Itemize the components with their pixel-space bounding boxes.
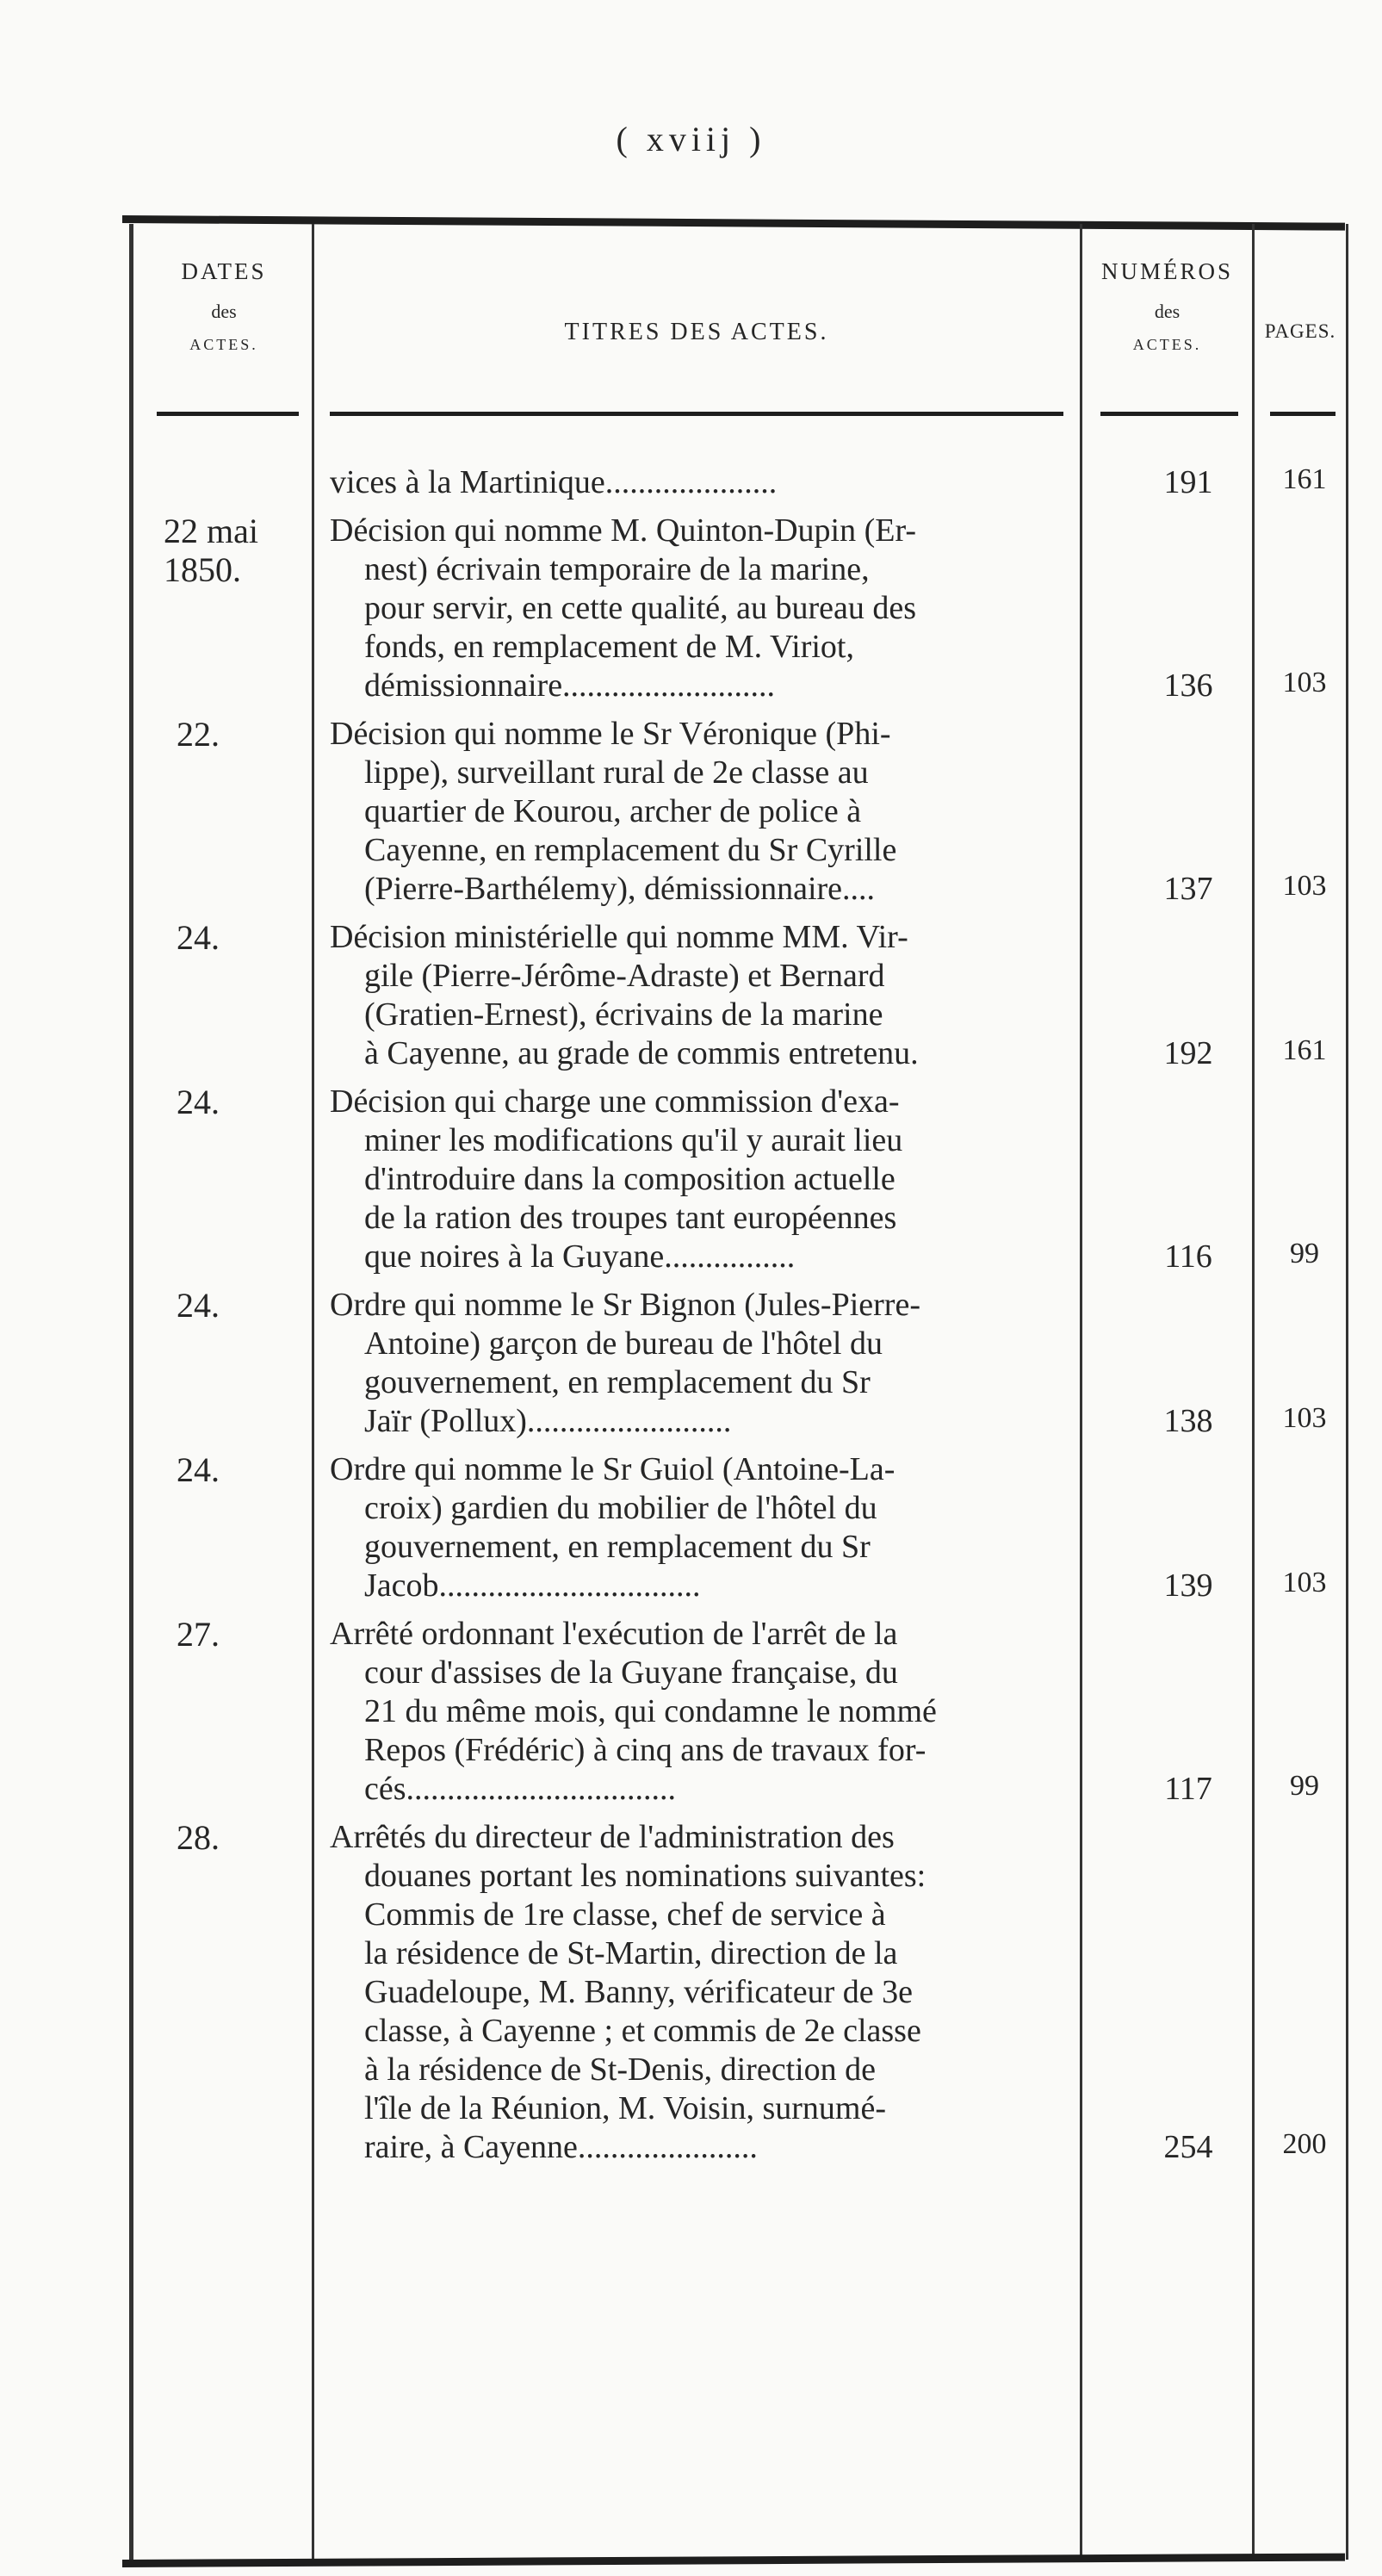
entry-title-line: démissionnaire.......................... — [364, 667, 776, 704]
entry-title-line: cour d'assises de la Guyane française, du — [364, 1654, 898, 1691]
entry-title-line: Arrêté ordonnant l'exécution de l'arrêt de la — [330, 1616, 898, 1652]
entry-title-line: Guadeloupe, M. Banny, vérificateur de 3e — [364, 1974, 913, 2010]
entry-page: 161 — [1282, 1034, 1327, 1066]
entry-title-line: Arrêtés du directeur de l'administration des — [330, 1819, 895, 1855]
entry-title-line: raire, à Cayenne...................... — [364, 2129, 758, 2165]
entry-date: 22. — [177, 715, 220, 754]
column-divider-dates — [312, 224, 314, 2560]
header-titles: TITRES DES ACTES. — [564, 319, 829, 345]
header-numeros-line3: ACTES. — [1132, 336, 1202, 354]
entry-title-line: à la résidence de St-Denis, direction de — [364, 2051, 877, 2088]
entry-date: 24. — [177, 1450, 220, 1489]
entry-title — [330, 1286, 1079, 1441]
header-dates-line1: DATES — [181, 258, 267, 284]
entry-numero: 137 — [1163, 871, 1213, 907]
entry-title-line: croix) gardien du mobilier de l'hôtel du — [364, 1490, 877, 1526]
column-divider-numeros — [1252, 224, 1255, 2560]
entry-title-line: Décision qui nomme le Sr Véronique (Phi- — [330, 716, 891, 752]
entry-title-line: Ordre qui nomme le Sr Bignon (Jules-Pierre- — [330, 1287, 920, 1323]
entry-title-line: Repos (Frédéric) à cinq ans de travaux for- — [364, 1732, 926, 1768]
entry-page: 103 — [1282, 1402, 1327, 1434]
header-rule-numeros — [1100, 412, 1238, 416]
entry-date: 27. — [177, 1615, 220, 1654]
entry-numero: 191 — [1163, 464, 1213, 500]
entry-title-line: pour servir, en cette qualité, au bureau des — [364, 590, 917, 626]
entry-title-line: gile (Pierre-Jérôme-Adraste) et Bernard — [364, 958, 885, 994]
entry-title-line: Ordre qui nomme le Sr Guiol (Antoine-La- — [330, 1451, 896, 1487]
header-pages: PAGES. — [1264, 320, 1336, 342]
entry-title-line: Jacob................................ — [364, 1567, 701, 1604]
entry-title-line: gouvernement, en remplacement du Sr — [364, 1364, 871, 1400]
entry-title-line: miner les modifications qu'il y aurait lieu — [364, 1122, 903, 1158]
entry-title-line: de la ration des troupes tant européennes — [364, 1200, 897, 1236]
entry-page: 200 — [1282, 2128, 1327, 2160]
entry-title-line: que noires à la Guyane................ — [364, 1238, 796, 1275]
table-bottom-rule — [122, 2554, 1345, 2567]
entry-page: 161 — [1282, 463, 1327, 495]
entry-title-line: cés................................. — [364, 1771, 677, 1807]
header-rule-dates — [157, 412, 299, 416]
entry-numero: 136 — [1163, 667, 1213, 704]
entry-date: 22 mai 1850. — [164, 512, 258, 589]
frame-left-line — [129, 224, 133, 2560]
frame-right-line — [1346, 224, 1348, 2560]
page-header: ( xviij ) — [616, 120, 766, 158]
entry-title-line: d'introduire dans la composition actuelle — [364, 1161, 896, 1197]
entry-title-line: Commis de 1re classe, chef de service à — [364, 1896, 886, 1933]
entry-title-line: (Gratien-Ernest), écrivains de la marine — [364, 996, 883, 1033]
header-dates — [138, 250, 310, 359]
entry-title — [330, 1818, 1079, 2167]
entry-numero: 116 — [1164, 1238, 1212, 1275]
entry-title — [330, 715, 1079, 909]
entry-title-line: Antoine) garçon de bureau de l'hôtel du — [364, 1325, 883, 1362]
entry-title-line: nest) écrivain temporaire de la marine, — [364, 551, 870, 587]
entry-date: 28. — [177, 1818, 220, 1857]
entry-title-line: vices à la Martinique..................... — [330, 464, 778, 500]
entry-title-line: classe, à Cayenne ; et commis de 2e classe — [364, 2013, 921, 2049]
entry-page: 103 — [1282, 870, 1327, 902]
header-rule-titles — [330, 412, 1063, 416]
entry-numero: 117 — [1164, 1771, 1212, 1807]
entry-title-line: l'île de la Réunion, M. Voisin, surnumé- — [364, 2090, 887, 2126]
entry-page: 103 — [1282, 667, 1327, 698]
entry-title-line: quartier de Kourou, archer de police à — [364, 793, 862, 829]
entry-title-line: douanes portant les nominations suivantes: — [364, 1858, 926, 1894]
entry-title-line: Jaïr (Pollux)......................... — [364, 1403, 732, 1439]
entry-title-line: la résidence de St-Martin, direction de la — [364, 1935, 898, 1971]
entry-title-line: gouvernement, en remplacement du Sr — [364, 1529, 871, 1565]
entry-title-line: Cayenne, en remplacement du Sr Cyrille — [364, 832, 897, 868]
entry-title — [330, 463, 1079, 502]
header-numeros-line1: NUMÉROS — [1100, 258, 1234, 284]
entry-title — [330, 918, 1079, 1073]
table-top-rule — [122, 215, 1345, 231]
entry-title — [330, 512, 1079, 705]
entry-date: 24. — [177, 1286, 220, 1325]
entry-title — [330, 1083, 1079, 1276]
entry-title-line: Décision qui nomme M. Quinton-Dupin (Er- — [330, 512, 917, 549]
entry-page: 99 — [1290, 1238, 1319, 1269]
header-numeros-line2: des — [1154, 301, 1181, 323]
entry-numero: 192 — [1163, 1035, 1213, 1071]
column-divider-titles — [1080, 224, 1082, 2560]
entry-title-line: Décision qui charge une commission d'exa- — [330, 1083, 900, 1120]
entry-title-line: lippe), surveillant rural de 2e classe au — [364, 754, 869, 791]
entry-title-line: (Pierre-Barthélemy), démissionnaire.... — [364, 871, 876, 907]
entry-title-line: fonds, en remplacement de M. Viriot, — [364, 629, 854, 665]
header-dates-line2: des — [211, 301, 237, 323]
entry-page: 103 — [1282, 1567, 1327, 1598]
header-dates-line3: ACTES. — [189, 336, 258, 354]
entry-title-line: à Cayenne, au grade de commis entretenu. — [364, 1035, 919, 1071]
header-rule-pages — [1270, 412, 1336, 416]
entry-numero: 138 — [1163, 1403, 1213, 1439]
entry-date: 24. — [177, 1083, 220, 1121]
header-numeros — [1083, 250, 1251, 359]
entry-title-line: 21 du même mois, qui condamne le nommé — [364, 1693, 937, 1729]
entry-title — [330, 1450, 1079, 1605]
entry-numero: 139 — [1163, 1567, 1213, 1604]
entry-title-line: Décision ministérielle qui nomme MM. Vir- — [330, 919, 908, 955]
entry-title — [330, 1615, 1079, 1809]
entry-date: 24. — [177, 918, 220, 957]
entry-numero: 254 — [1163, 2129, 1213, 2165]
entry-page: 99 — [1290, 1770, 1319, 1802]
